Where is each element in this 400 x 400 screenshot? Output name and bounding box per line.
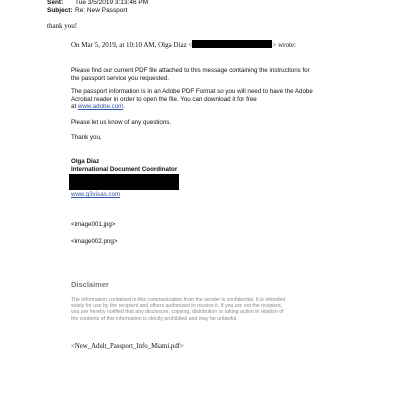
image-placeholder-2: <image002.png> (71, 238, 118, 245)
signature-redaction (69, 174, 179, 190)
image-placeholder-1: <image001.jpg> (71, 221, 116, 228)
quote-intro (71, 40, 296, 49)
signature-title: International Document Coordinator (71, 166, 178, 173)
company-link[interactable]: www.g3visas.com (71, 191, 121, 198)
paragraph-2-suffix: . (123, 103, 126, 111)
quote-intro-suffix: > wrote: (272, 41, 296, 49)
paragraph-2-line-3 (71, 103, 313, 111)
disclaimer-line-3: you are hereby notified that any disclosure, copying, distribution or taking action in relation of (71, 309, 284, 316)
subject-row (47, 7, 127, 14)
disclaimer-line-1: The information contained in this communication from the sender is confidential. It is intended (71, 297, 286, 303)
subject-value: Re: New Passport (75, 7, 128, 14)
reply-text: thank you! (47, 22, 78, 30)
subject-label: Subject: (47, 7, 73, 14)
attachment-name[interactable]: <New_Adult_Passport_Info_Miami.pdf> (71, 343, 184, 350)
sent-value: Tue 3/5/2019 3:13:46 PM (75, 0, 149, 6)
disclaimer-line-4: the contents of this information is strictly prohibited and may be unlawful. (71, 315, 238, 322)
paragraph-2 (71, 88, 313, 111)
paragraph-3: Please let us know of any questions. (71, 119, 172, 126)
disclaimer-body (71, 297, 285, 322)
paragraph-2-prefix: at (71, 103, 78, 111)
paragraph-2-line-2: Acrobat reader in order to open the file. You can download it for free (71, 95, 257, 103)
paragraph-2-line-1: The passport information is in an Adobe PDF Format so you will need to have the Adobe (71, 88, 313, 95)
adobe-link[interactable]: www.adobe.com (77, 103, 124, 111)
signature-name: Olga Diaz (71, 158, 100, 165)
disclaimer-title: Disclaimer (71, 280, 109, 289)
quote-intro-prefix: On Mar 5, 2019, at 10:10 AM, Olga Diaz < (71, 41, 193, 49)
sent-label: Sent: (47, 0, 64, 6)
paragraph-1-line-1: Please find our current PDF file attached to this message containing the instructions for (71, 67, 310, 74)
paragraph-1 (71, 67, 310, 82)
thanks-text: Thank you, (71, 134, 102, 141)
sent-row (47, 0, 148, 6)
redaction-block (192, 40, 272, 48)
disclaimer-line-2: solely for use by the recipient and others authorized to receive it. If you are not the recipient, (71, 303, 283, 310)
paragraph-1-line-2: the passport service you requested. (71, 74, 170, 82)
